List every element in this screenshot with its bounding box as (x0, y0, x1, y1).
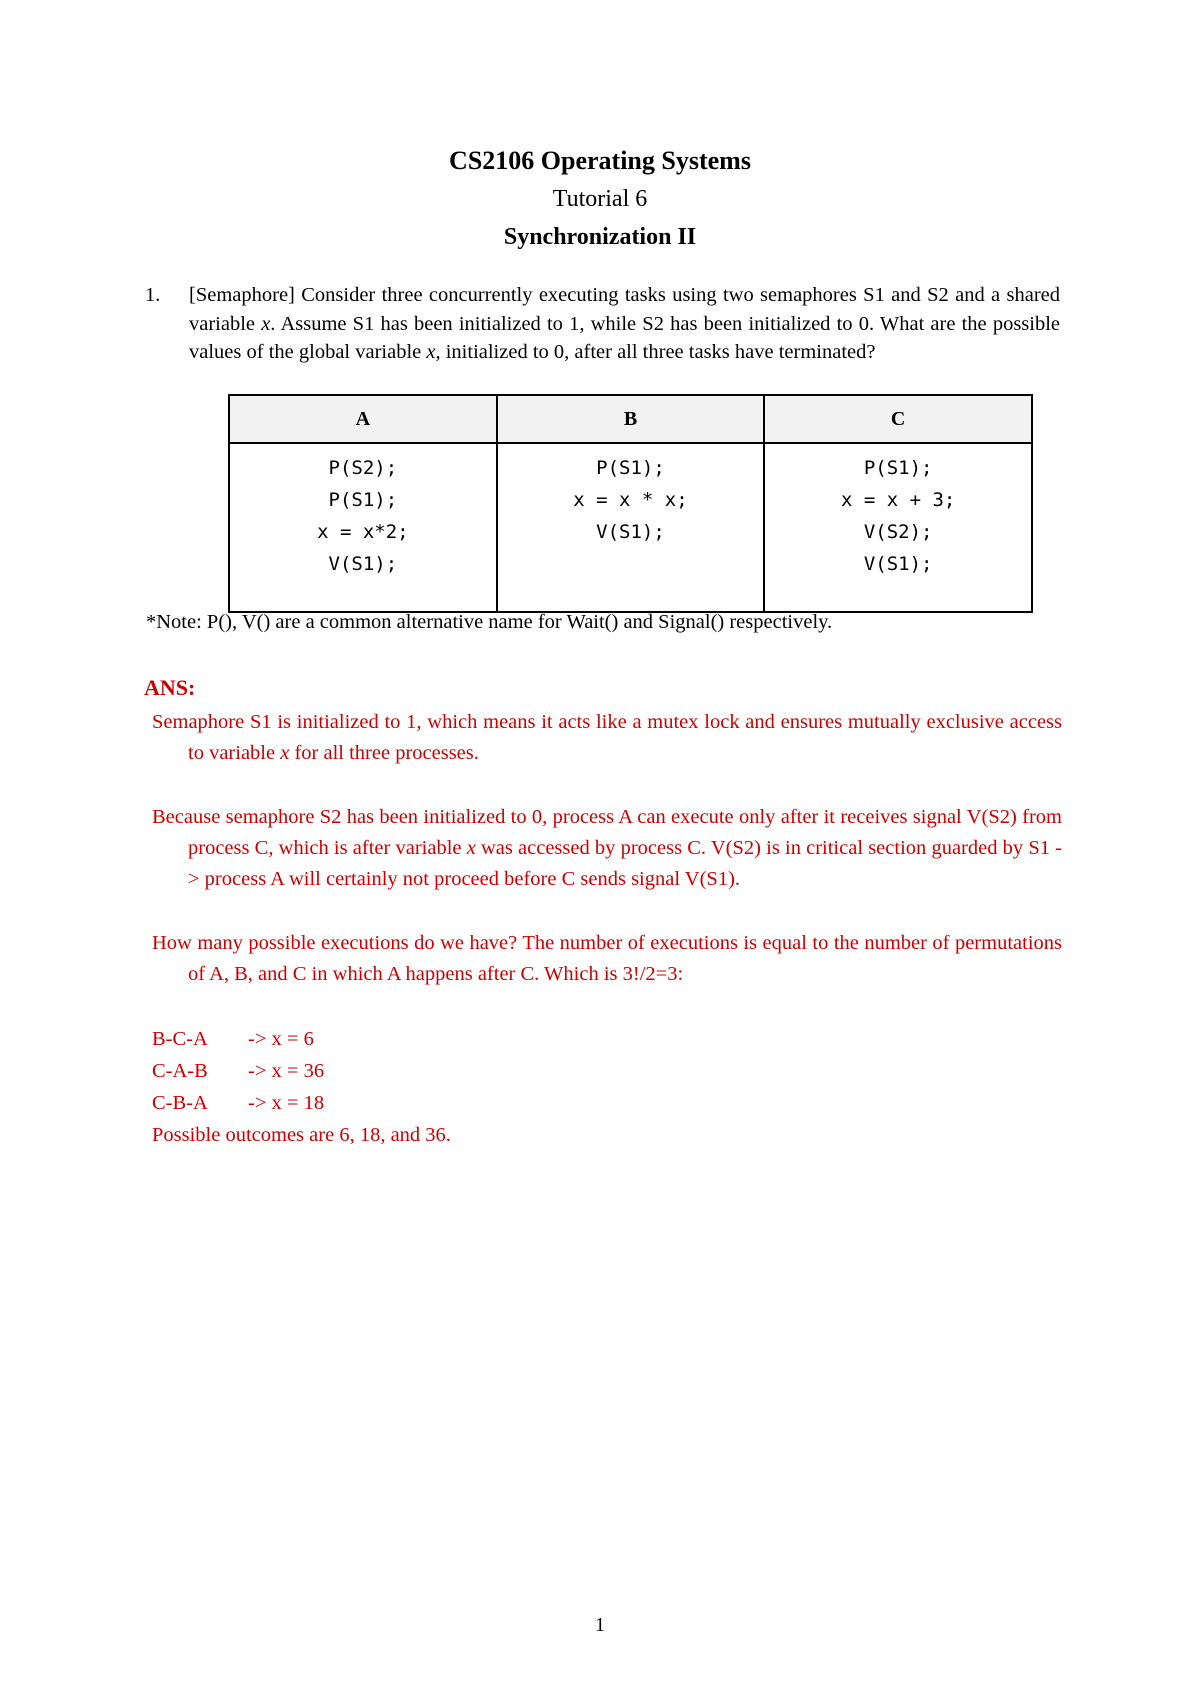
question-1 (145, 281, 1061, 367)
task-a-code (229, 443, 497, 612)
code-line: x = x + 3; (840, 489, 956, 511)
question-text: [Semaphore] Consider three concurrently executing tasks using two semaphores S1 and S2 and a shared variable x. Assume S1 has been initialized to 1, while S2 has been initialized to 0. What are the possible values of the global variable x, initialized to 0, after all three tasks have terminated? (189, 284, 1061, 363)
question-number: 1. (145, 284, 161, 306)
table-header-row (229, 395, 1032, 443)
document-header (0, 145, 1200, 253)
answer-paragraph-2: Because semaphore S2 has been initialized to 0, process A can execute only after it receives signal V(S2) from process C, which is after variable x was accessed by process C. V(S2) is in critical section guarded by S1 -> process A will certainly not proceed before C sends signal V(S1). (152, 806, 1062, 890)
outcome-summary: Possible outcomes are 6, 18, and 36. (152, 1124, 451, 1146)
tutorial-topic: Synchronization II (503, 224, 697, 250)
table-header-a: A (229, 395, 497, 443)
code-line: V(S1); (596, 521, 665, 543)
answer-paragraph-3: How many possible executions do we have? The number of executions is equal to the number of permutations of A, B, and C in which A happens after C. Which is 3!/2=3: (152, 932, 1062, 985)
code-line: x = x * x; (573, 489, 688, 511)
table-row (229, 443, 1032, 612)
list-item (152, 1087, 1062, 1119)
list-item (152, 1055, 1062, 1087)
note-text: *Note: P(), V() are a common alternative name for Wait() and Signal() respectively. (146, 611, 833, 633)
table-header-b: B (497, 395, 765, 443)
answer-label: ANS: (144, 675, 196, 700)
answer-paragraph-1: Semaphore S1 is initialized to 1, which means it acts like a mutex lock and ensures mutually exclusive access to variable x for all three processes. (152, 711, 1062, 764)
code-line: P(S2); (328, 457, 398, 479)
tutorial-number: Tutorial 6 (552, 186, 648, 212)
course-title: CS2106 Operating Systems (449, 146, 751, 175)
code-line: x = x*2; (317, 521, 409, 543)
code-line: P(S1); (328, 489, 398, 511)
execution-result: -> x = 36 (248, 1060, 325, 1082)
code-line: V(S1); (328, 553, 398, 575)
execution-order: B-C-A (152, 1028, 208, 1050)
answer-section (144, 672, 1062, 1151)
code-line: V(S1); (863, 553, 933, 575)
task-b-code (497, 443, 765, 612)
execution-order: C-B-A (152, 1092, 208, 1114)
code-line: P(S1); (863, 457, 933, 479)
execution-list (152, 1023, 1062, 1119)
code-line: V(S2); (863, 521, 933, 543)
list-item (152, 1023, 1062, 1055)
code-line: P(S1); (596, 457, 665, 479)
table-header-c: C (764, 395, 1032, 443)
task-c-code (764, 443, 1032, 612)
page-number: 1 (595, 1614, 605, 1636)
execution-result: -> x = 18 (248, 1092, 325, 1114)
task-code-table (228, 394, 1033, 613)
execution-order: C-A-B (152, 1060, 208, 1082)
execution-result: -> x = 6 (248, 1028, 314, 1050)
